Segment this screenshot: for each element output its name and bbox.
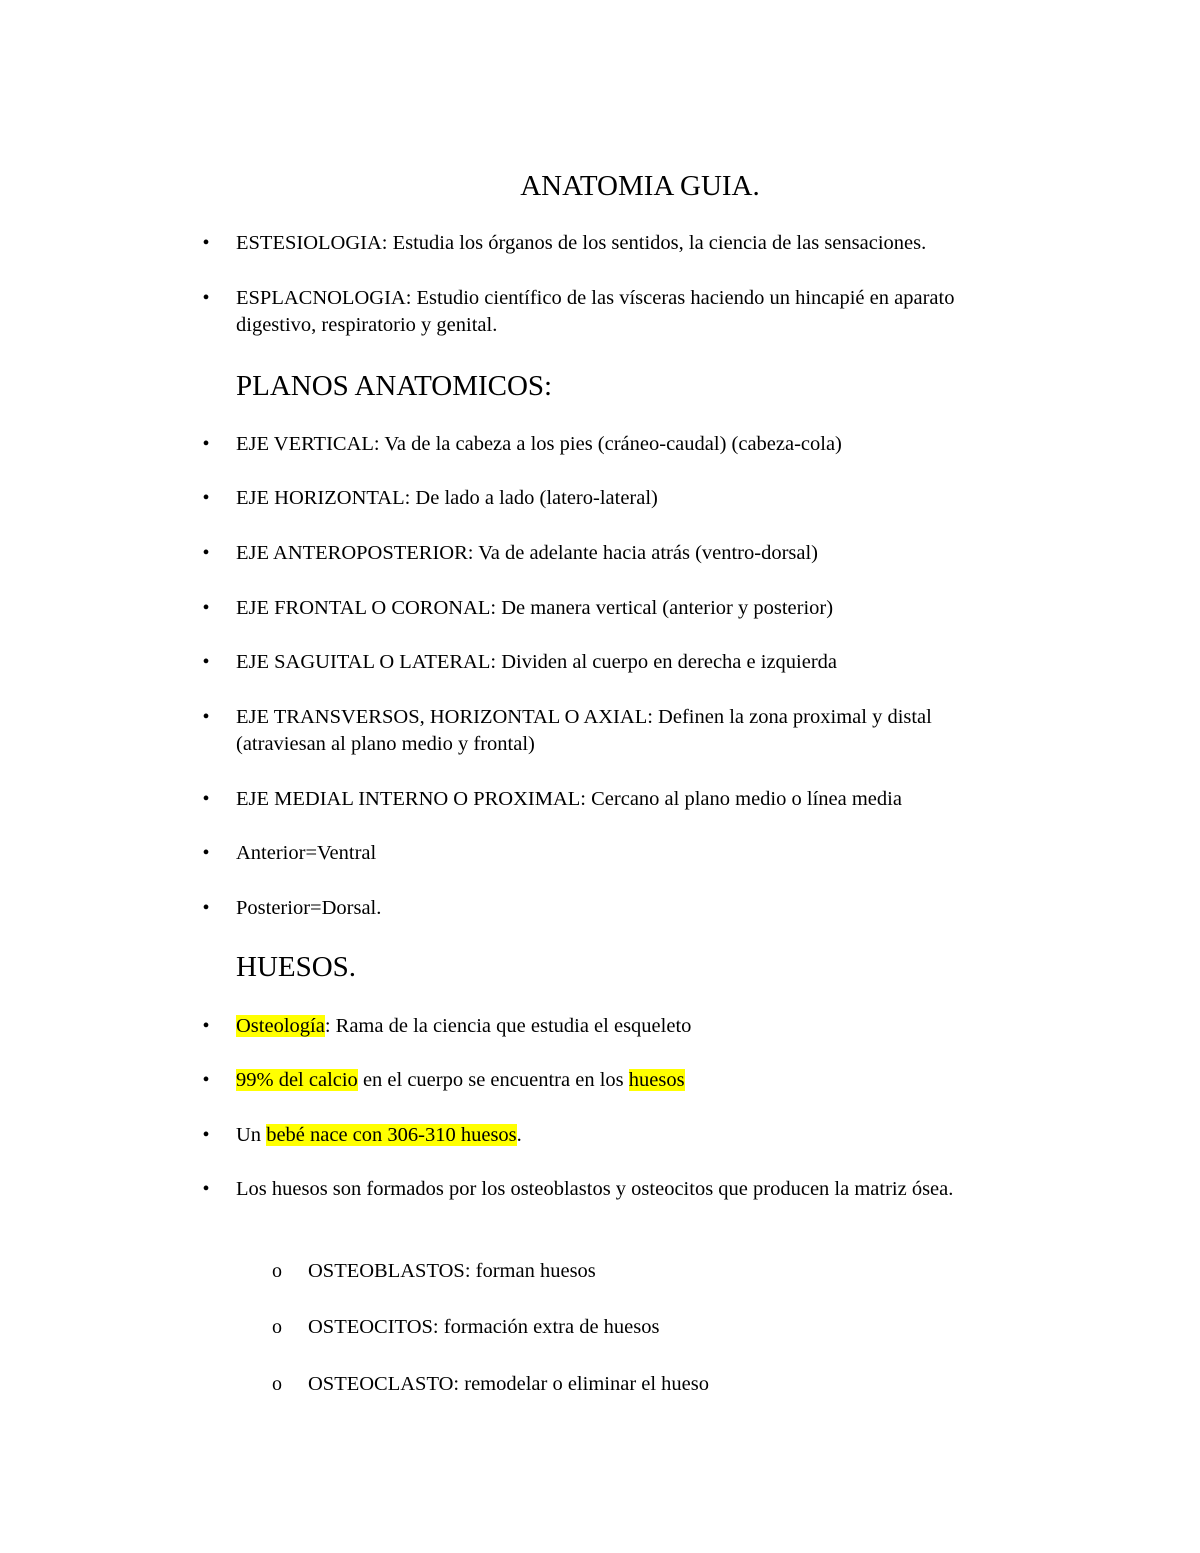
item-text: : Va de adelante hacia atrás (ventro-dorsal) [467, 542, 819, 564]
list-item-eje-medial [202, 786, 1036, 813]
bullet-icon: • [202, 706, 210, 728]
sub-item-osteoblastos [272, 1258, 596, 1285]
list-item-posterior [202, 895, 1036, 922]
bullet-icon: • [202, 287, 210, 309]
sub-item-term: OSTEOCITOS [308, 1316, 433, 1338]
list-item-eje-saguital [202, 649, 1036, 676]
item-text: : Dividen al cuerpo en derecha e izquierda [490, 651, 838, 673]
item-term: EJE SAGUITAL O LATERAL [236, 651, 491, 673]
sub-item-text: : forman huesos [464, 1260, 596, 1282]
item-term: Posterior=Dorsal. [236, 897, 382, 919]
section-heading-huesos: HUESOS. [236, 951, 357, 983]
item-text: : Va de la cabeza a los pies (cráneo-caudal) (cabeza-cola) [373, 433, 842, 455]
bullet-icon: • [202, 232, 210, 254]
sub-item-text: : formación extra de huesos [432, 1316, 660, 1338]
item-term: EJE FRONTAL O CORONAL [236, 597, 491, 619]
bullet-icon: • [202, 1124, 210, 1146]
list-item-eje-anteroposterior [202, 540, 1036, 567]
list-item-eje-transversos [202, 704, 996, 758]
list-item-esplacnologia [202, 285, 1016, 339]
bullet-icon: • [202, 1178, 210, 1200]
item-text: : Rama de la ciencia que estudia el esqueleto [324, 1015, 692, 1037]
bullet-icon: • [202, 842, 210, 864]
item-suffix: . [516, 1124, 522, 1146]
sub-item-osteocitos [272, 1314, 660, 1341]
sub-item-text: : remodelar o eliminar el hueso [453, 1373, 710, 1395]
list-item-osteologia [202, 1013, 1036, 1040]
item-text: : Estudia los órganos de los sentidos, la ciencia de las sensaciones. [381, 232, 927, 254]
item-text: : Estudio científico de las vísceras haciendo un hincapié en aparato digestivo, respiratorio y genital. [236, 287, 955, 336]
list-item-eje-horizontal [202, 485, 1036, 512]
item-text: : Cercano al plano medio o línea media [580, 788, 902, 810]
bullet-icon: • [202, 788, 210, 810]
item-text: : De lado a lado (latero-lateral) [404, 487, 658, 509]
section-heading-planos: PLANOS ANATOMICOS: [236, 370, 553, 402]
bullet-icon: • [202, 433, 210, 455]
item-text: en el cuerpo se encuentra en los [357, 1069, 629, 1091]
highlighted-term: Osteología [236, 1015, 325, 1037]
item-term: ESTESIOLOGIA [236, 232, 382, 254]
highlighted-text: bebé nace con 306-310 huesos [266, 1124, 517, 1146]
item-prefix: Un [236, 1124, 267, 1146]
item-term: EJE ANTEROPOSTERIOR [236, 542, 468, 564]
bullet-icon: • [202, 1069, 210, 1091]
item-term: Anterior=Ventral [236, 842, 377, 864]
item-text: : De manera vertical (anterior y posterior) [490, 597, 834, 619]
item-term: EJE MEDIAL INTERNO O PROXIMAL [236, 788, 581, 810]
sub-bullet-icon: o [272, 1373, 282, 1395]
list-item-bebe [202, 1122, 1036, 1149]
bullet-icon: • [202, 597, 210, 619]
list-item-calcio [202, 1067, 1036, 1094]
item-term: ESPLACNOLOGIA [236, 287, 406, 309]
document-title: ANATOMIA GUIA. [520, 170, 760, 202]
highlighted-text: 99% del calcio [236, 1069, 358, 1091]
sub-bullet-icon: o [272, 1316, 282, 1338]
item-term: EJE TRANSVERSOS, HORIZONTAL O AXIAL [236, 706, 648, 728]
list-item-formados [202, 1176, 1026, 1203]
bullet-icon: • [202, 542, 210, 564]
item-term: EJE VERTICAL [236, 433, 374, 455]
bullet-icon: • [202, 1015, 210, 1037]
sub-item-term: OSTEOBLASTOS [308, 1260, 465, 1282]
list-item-anterior [202, 840, 1036, 867]
list-item-estesiologia [202, 230, 1036, 257]
sub-item-term: OSTEOCLASTO [308, 1373, 454, 1395]
list-item-eje-vertical [202, 431, 1036, 458]
bullet-icon: • [202, 897, 210, 919]
bullet-icon: • [202, 651, 210, 673]
item-text: : Definen la zona proximal y distal (atraviesan al plano medio y frontal) [236, 706, 932, 755]
sub-bullet-icon: o [272, 1260, 282, 1282]
bullet-icon: • [202, 487, 210, 509]
item-term: EJE HORIZONTAL [236, 487, 405, 509]
highlighted-text: huesos [628, 1069, 685, 1091]
item-text: Los huesos son formados por los osteoblastos y osteocitos que producen la matriz ósea. [236, 1178, 954, 1200]
list-item-eje-frontal [202, 595, 1036, 622]
sub-item-osteoclasto [272, 1371, 710, 1398]
